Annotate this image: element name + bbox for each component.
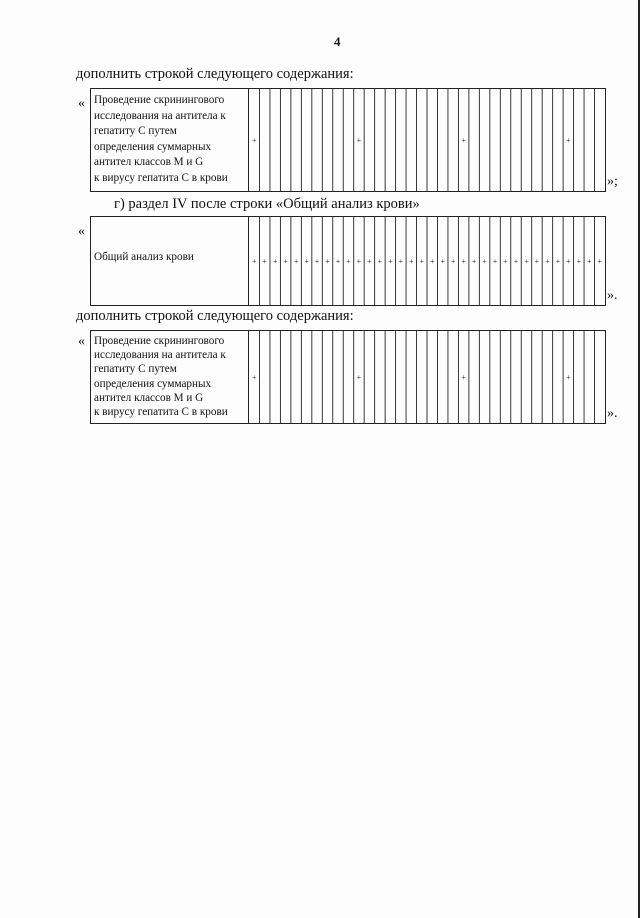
- open-quote-c: «: [78, 334, 85, 349]
- label-line: Проведение скринингового: [94, 94, 225, 106]
- label-line: к вирусу гепатита С в крови: [94, 406, 228, 419]
- plus-mark: +: [566, 257, 571, 266]
- plus-mark: +: [314, 257, 320, 266]
- table-hepatitis-screening-c: [90, 330, 606, 424]
- plus-mark: +: [461, 257, 466, 266]
- grid-cells-c: [249, 331, 605, 423]
- plus-mark: +: [398, 257, 404, 266]
- paragraph-add-row-1: дополнить строкой следующего содержания:: [76, 66, 354, 82]
- plus-mark: +: [419, 257, 425, 266]
- label-line: к вирусу гепатита С в крови: [94, 171, 228, 184]
- label-line: определения суммарных: [94, 140, 212, 153]
- plus-mark: +: [597, 257, 603, 266]
- plus-mark: +: [251, 257, 257, 266]
- label-line: антител классов M и G: [94, 156, 204, 168]
- plus-mark: +: [534, 257, 540, 266]
- plus-mark: +: [524, 257, 529, 266]
- label-line: определения суммарных: [94, 377, 212, 390]
- label-line: антител классов M и G: [94, 391, 204, 404]
- close-quote-c: ».: [607, 406, 618, 421]
- plus-mark: +: [471, 257, 477, 266]
- plus-mark: +: [356, 257, 362, 266]
- row-label-blood-test: [91, 217, 249, 305]
- open-quote-b: «: [78, 224, 85, 239]
- label-line: гепатиту С путем: [94, 363, 177, 376]
- plus-mark: +: [513, 257, 519, 266]
- plus-mark: +: [587, 257, 592, 266]
- plus-mark: +: [461, 373, 466, 382]
- plus-mark: +: [346, 257, 351, 266]
- plus-mark: +: [450, 257, 456, 266]
- grid-cells-a: [249, 89, 605, 191]
- plus-mark: +: [461, 136, 466, 145]
- plus-mark: +: [335, 257, 341, 266]
- plus-mark: +: [566, 136, 571, 145]
- plus-mark: +: [576, 257, 582, 266]
- plus-mark: +: [304, 257, 309, 266]
- table-blood-test: [90, 216, 606, 306]
- plus-mark: +: [482, 257, 487, 266]
- plus-mark: +: [293, 257, 299, 266]
- page-number: 4: [334, 34, 341, 49]
- plus-mark: +: [440, 257, 445, 266]
- plus-mark: +: [367, 257, 372, 266]
- label-line: Общий анализ крови: [94, 251, 194, 263]
- plus-mark: +: [409, 257, 414, 266]
- label-line: исследования на антитела к: [94, 109, 226, 122]
- plus-mark: +: [272, 257, 278, 266]
- plus-mark: +: [251, 136, 257, 145]
- plus-mark: +: [492, 257, 498, 266]
- subheading-section-iv: г) раздел IV после строки «Общий анализ крови»: [114, 196, 420, 212]
- label-line: Проведение скринингового: [94, 335, 225, 347]
- close-quote-a: »;: [607, 174, 618, 189]
- grid-cells-b: [249, 217, 605, 305]
- plus-mark: +: [545, 257, 550, 266]
- plus-mark: +: [356, 136, 362, 145]
- plus-mark: +: [388, 257, 393, 266]
- plus-mark: +: [377, 257, 383, 266]
- plus-mark: +: [555, 257, 561, 266]
- plus-mark: +: [251, 373, 257, 382]
- plus-mark: +: [325, 257, 330, 266]
- label-line: исследования на антитела к: [94, 349, 226, 362]
- paragraph-add-row-2: дополнить строкой следующего содержания:: [76, 308, 354, 324]
- row-label-hepatitis-c: [91, 331, 249, 423]
- plus-mark: +: [262, 257, 267, 266]
- plus-mark: +: [503, 257, 508, 266]
- table-hepatitis-screening-a: [90, 88, 606, 192]
- plus-mark: +: [356, 373, 362, 382]
- label-line: гепатиту С путем: [94, 125, 177, 137]
- plus-mark: +: [566, 373, 571, 382]
- close-quote-b: ».: [607, 288, 618, 303]
- row-label-hepatitis-a: [91, 89, 249, 191]
- open-quote-a: «: [78, 96, 85, 111]
- plus-mark: +: [283, 257, 288, 266]
- plus-mark: +: [429, 257, 435, 266]
